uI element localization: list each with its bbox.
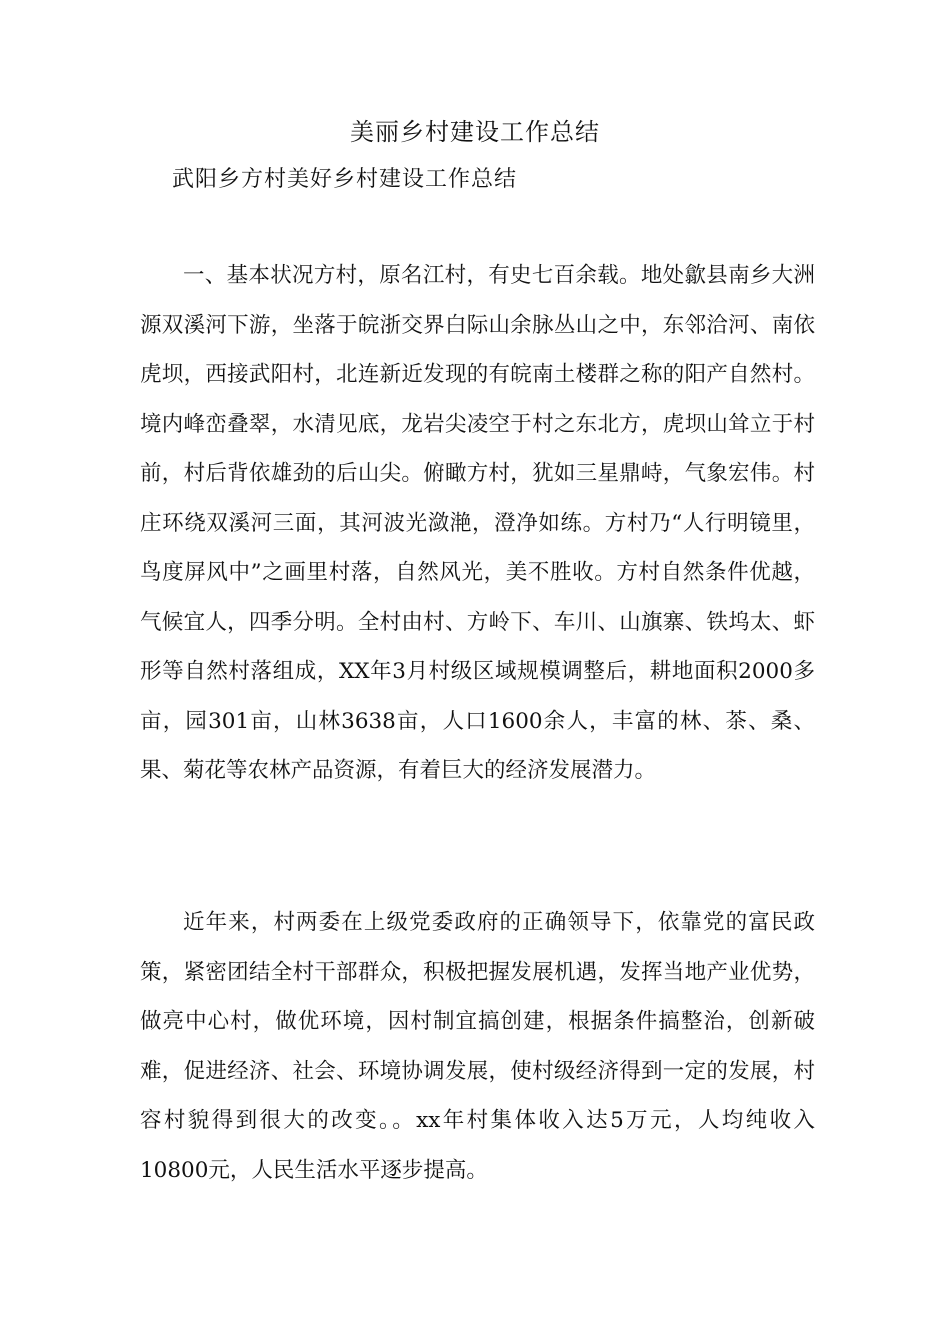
document-title: 美丽乡村建设工作总结 [350, 118, 600, 146]
paragraph-basic-situation: 一、基本状况方村，原名江村，有史七百余载。地处歙县南乡大洲源双溪河下游，坐落于皖浙交界白际山余脉丛山之中，东邻洽河、南依虎坝，西接武阳村，北连新近发现的有皖南土楼群之称的阳产自然村。境内峰峦叠翠，水清见底，龙岩尖凌空于村之东北方，虎坝山耸立于村前，村后背依雄劲的后山尖。俯瞰方村，犹如三星鼎峙，气象宏伟。村庄环绕双溪河三面，其河波光潋滟，澄净如练。方村乃“人行明镜里，鸟度屏风中”之画里村落，自然风光，美不胜收。方村自然条件优越，气候宜人，四季分明。全村由村、方岭下、车川、山旗寨、铁坞太、虾形等自然村落组成，XX年3月村级区域规模调整后，耕地面积2000多亩，园301亩，山林3638亩，人口1600余人，丰富的林、茶、桑、果、菊花等农林产品资源，有着巨大的经济发展潜力。 [140, 263, 815, 783]
paragraph-recent-years: 近年来，村两委在上级党委政府的正确领导下，依靠党的富民政策，紧密团结全村干部群众，积极把握发展机遇，发挥当地产业优势，做亮中心村，做优环境，因村制宜搞创建，根据条件搞整治，创新破难，促进经济、社会、环境协调发展，使村级经济得到一定的发展，村容村貌得到很大的改变。。xx年村集体收入达5万元，人均纯收入10800元，人民生活水平逐步提高。 [140, 910, 815, 1183]
document-subtitle: 武阳乡方村美好乡村建设工作总结 [172, 167, 518, 192]
